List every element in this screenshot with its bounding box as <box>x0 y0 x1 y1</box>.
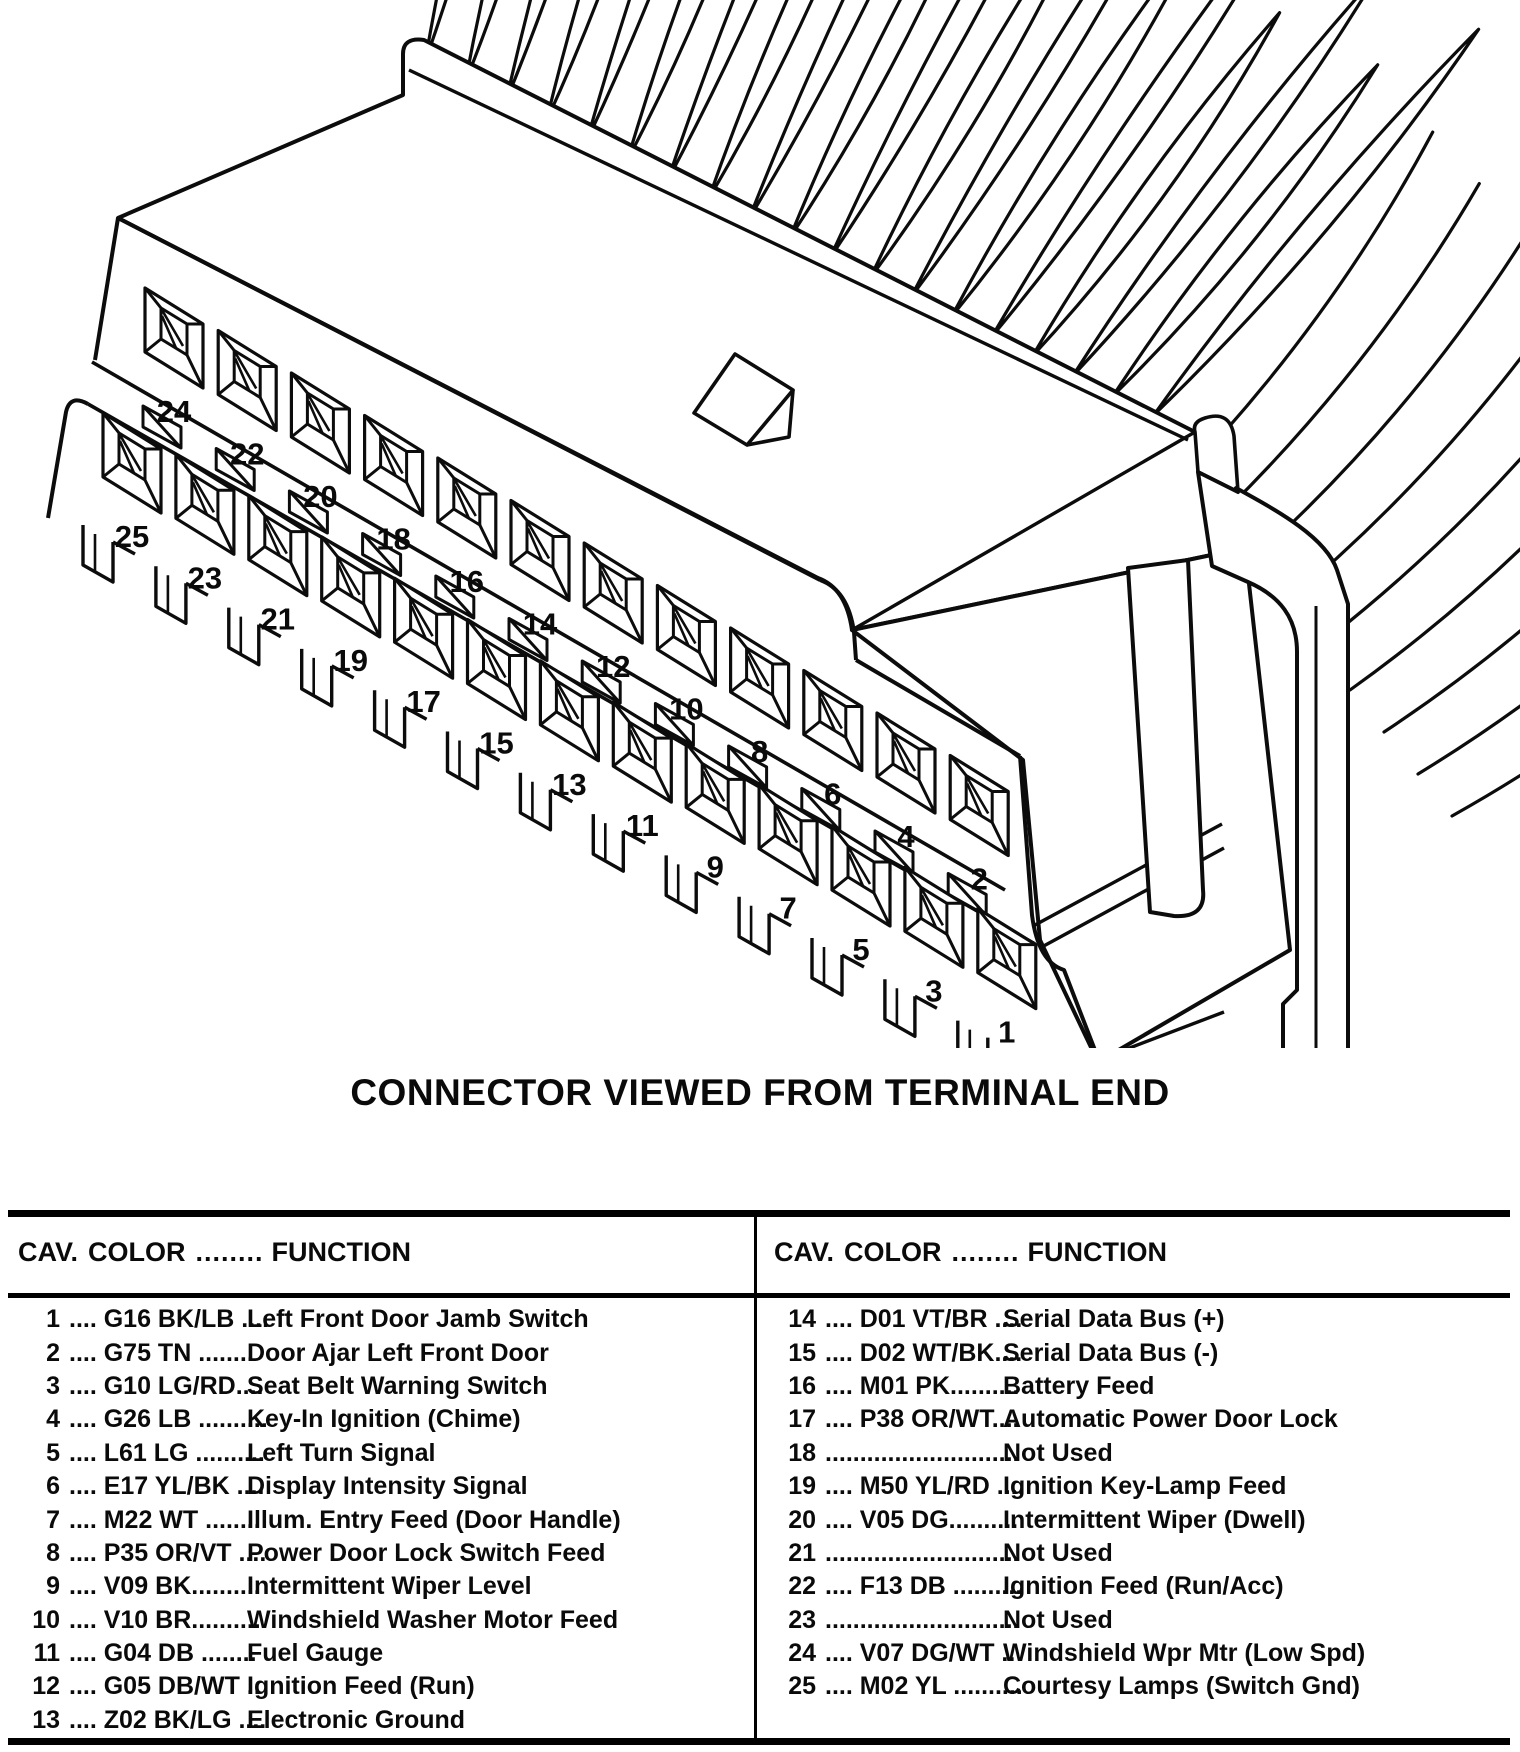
wire <box>1114 65 1378 395</box>
table-row <box>14 1403 750 1436</box>
table-row <box>14 1437 750 1470</box>
terminal-cavity-9 <box>686 743 744 884</box>
cell-function: Ignition Feed (Run/Acc) <box>1003 1572 1284 1601</box>
header-function: FUNCTION <box>271 1237 411 1267</box>
cavity-number: 5 <box>852 932 870 967</box>
terminal-cavity-8 <box>731 628 789 769</box>
cell-function: Not Used <box>1003 1438 1113 1467</box>
cell-function: Windshield Wpr Mtr (Low Spd) <box>1003 1639 1366 1668</box>
header-color: COLOR <box>844 1237 942 1267</box>
table-row <box>770 1336 1508 1369</box>
cell-color-leader: .... G26 LB .......... <box>69 1405 268 1434</box>
terminal-cavity-14 <box>511 501 569 642</box>
tooth-wall <box>229 617 241 655</box>
cell-color-leader: .... P35 OR/VT .... <box>69 1538 267 1567</box>
cavity-number: 3 <box>925 973 943 1009</box>
terminal-cavity-22 <box>218 331 276 472</box>
terminal-cavity-7 <box>759 785 817 926</box>
table-row <box>14 1704 750 1737</box>
table-row <box>770 1537 1508 1570</box>
cell-cavity: 19 <box>788 1472 816 1501</box>
wire <box>1214 184 1479 522</box>
cavity-number: 10 <box>669 691 704 727</box>
table-row <box>14 1570 750 1603</box>
cell-color-leader: .... V05 DG.......... <box>825 1505 1019 1534</box>
tooth <box>593 814 623 871</box>
table-row <box>770 1303 1508 1336</box>
cell-color-leader: .... G10 LG/RD.... <box>69 1371 264 1400</box>
cell-cavity: 22 <box>788 1572 816 1601</box>
table-row <box>14 1604 750 1637</box>
terminal-cavity-20 <box>291 373 349 514</box>
cell-cavity: 6 <box>46 1472 60 1501</box>
cavity-number: 24 <box>156 394 192 429</box>
table-row <box>770 1670 1508 1703</box>
terminal-cavity-25 <box>103 413 161 554</box>
table-row <box>770 1470 1508 1503</box>
cavity-number: 25 <box>114 519 150 554</box>
wire <box>1452 556 1520 816</box>
table-row <box>14 1537 750 1570</box>
wire <box>506 0 669 101</box>
tooth-wall <box>666 864 678 902</box>
cavity-number: 20 <box>303 479 338 514</box>
cell-color-leader: .... G75 TN ........ <box>69 1338 254 1367</box>
wire <box>1418 502 1520 774</box>
table-rows-right <box>770 1303 1508 1704</box>
tooth <box>739 897 769 954</box>
header-dots: ........ <box>951 1237 1020 1267</box>
terminal-cavity-3 <box>905 867 963 1008</box>
cell-function: Left Front Door Jamb Switch <box>247 1305 589 1334</box>
cell-color-leader: .... V07 DG/WT .. <box>825 1639 1016 1668</box>
tooth <box>812 938 842 995</box>
terminal-cavity-24 <box>145 288 203 429</box>
cell-color-leader: .... L61 LG .......... <box>69 1438 265 1467</box>
tooth <box>302 649 332 706</box>
cell-function: Fuel Gauge <box>247 1639 384 1668</box>
cell-function: Courtesy Lamps (Switch Gnd) <box>1003 1672 1360 1701</box>
header-cav: CAV. <box>18 1237 79 1267</box>
cavity-number: 9 <box>706 849 724 885</box>
cell-color-leader: ............................ <box>825 1605 1020 1634</box>
cell-function: Not Used <box>1003 1605 1113 1634</box>
tooth <box>229 608 259 665</box>
table-row <box>14 1303 750 1336</box>
header-function: FUNCTION <box>1027 1237 1167 1267</box>
table-row <box>770 1370 1508 1403</box>
cavity-number: 8 <box>750 734 769 769</box>
cell-color-leader: .... E17 YL/BK .... <box>69 1472 265 1501</box>
cell-function: Ignition Feed (Run) <box>247 1672 475 1701</box>
cell-cavity: 11 <box>33 1639 60 1668</box>
cavity-number: 4 <box>897 819 915 854</box>
cell-color-leader: .... G16 BK/LB .... <box>69 1305 270 1334</box>
cell-cavity: 4 <box>46 1405 60 1434</box>
tooth-wall <box>812 947 824 985</box>
tooth-wall <box>739 906 751 944</box>
wire <box>992 0 1308 336</box>
tooth-wall <box>302 658 314 696</box>
tooth-wall <box>520 782 532 820</box>
cell-cavity: 3 <box>46 1371 60 1400</box>
terminal-cavity-10 <box>657 586 715 727</box>
cavity-number: 2 <box>970 861 988 897</box>
cell-function: Door Ajar Left Front Door <box>247 1338 549 1367</box>
cell-color-leader: .... M02 YL .......... <box>825 1672 1023 1701</box>
pinout-table <box>8 1210 1510 1745</box>
cavity-number: 13 <box>552 766 587 802</box>
table-row <box>14 1503 750 1536</box>
cell-function: Automatic Power Door Lock <box>1003 1405 1338 1434</box>
cavity-number: 21 <box>260 601 296 637</box>
cavity-number: 23 <box>187 560 223 596</box>
table-row <box>14 1370 750 1403</box>
cell-function: Battery Feed <box>1003 1371 1155 1400</box>
terminal-cavity-11 <box>613 702 671 843</box>
cell-function: Ignition Key-Lamp Feed <box>1003 1472 1287 1501</box>
table-row <box>770 1403 1508 1436</box>
tooth <box>958 1021 988 1048</box>
cell-cavity: 1 <box>46 1305 60 1334</box>
tooth <box>885 979 915 1036</box>
cavity-number: 14 <box>522 606 558 642</box>
cell-cavity: 15 <box>788 1338 816 1367</box>
table-row <box>770 1570 1508 1603</box>
diagram-caption: CONNECTOR VIEWED FROM TERMINAL END <box>350 1072 1170 1113</box>
tooth-wall <box>83 534 95 572</box>
tooth-wall <box>885 988 897 1026</box>
table-header <box>770 1217 1508 1268</box>
terminal-cavity-13 <box>540 661 598 802</box>
cell-cavity: 25 <box>788 1672 816 1701</box>
cell-color-leader: .... G05 DB/WT .. <box>69 1672 261 1701</box>
terminal-cavity-1 <box>978 909 1036 1048</box>
terminal-cavity-12 <box>584 543 642 684</box>
table-row <box>14 1470 750 1503</box>
cavity-number: 1 <box>998 1014 1016 1048</box>
tooth-wall <box>958 1030 970 1048</box>
cell-color-leader: .... G04 DB ........ <box>69 1639 257 1668</box>
cell-cavity: 23 <box>788 1605 816 1634</box>
cell-color-leader: .... P38 OR/WT.... <box>825 1405 1020 1434</box>
cell-color-leader: .... M22 WT ........ <box>69 1505 261 1534</box>
tooth <box>666 855 696 912</box>
tooth <box>448 732 478 789</box>
tooth <box>83 525 113 582</box>
tooth <box>375 690 405 747</box>
tooth-wall <box>448 741 460 779</box>
cell-color-leader: .... V10 BR.......... <box>69 1605 261 1634</box>
wire <box>1154 29 1479 415</box>
cell-cavity: 5 <box>46 1438 60 1467</box>
terminal-cavity-4 <box>877 713 935 854</box>
cell-cavity: 8 <box>46 1538 60 1567</box>
cell-cavity: 7 <box>46 1505 60 1534</box>
header-cav: CAV. <box>774 1237 835 1267</box>
cell-function: Left Turn Signal <box>247 1438 436 1467</box>
cavity-number: 22 <box>229 436 265 472</box>
cell-cavity: 13 <box>32 1705 60 1734</box>
table-header <box>14 1217 750 1268</box>
table-row <box>770 1604 1508 1637</box>
cell-cavity: 20 <box>788 1505 816 1534</box>
cell-function: Illum. Entry Feed (Door Handle) <box>247 1505 621 1534</box>
wire <box>587 0 777 140</box>
terminal-cavity-5 <box>832 826 890 967</box>
wire <box>1384 448 1520 732</box>
cell-cavity: 14 <box>788 1305 816 1334</box>
cell-cavity: 9 <box>46 1572 60 1601</box>
cell-function: Not Used <box>1003 1538 1113 1567</box>
cell-color-leader: ............................ <box>825 1538 1020 1567</box>
cavity-number: 12 <box>595 649 631 684</box>
table-row <box>14 1670 750 1703</box>
cell-cavity: 24 <box>788 1639 816 1668</box>
cavity-number: 17 <box>406 684 441 720</box>
cell-cavity: 18 <box>788 1438 816 1467</box>
cell-cavity: 21 <box>788 1538 816 1567</box>
table-row <box>770 1503 1508 1536</box>
cavity-number: 15 <box>479 725 514 761</box>
cell-cavity: 12 <box>32 1672 60 1701</box>
tooth <box>520 773 550 830</box>
cavity-number: 19 <box>333 642 368 678</box>
cell-color-leader: .... D01 VT/BR .... <box>825 1305 1023 1334</box>
cell-cavity: 10 <box>32 1605 60 1634</box>
cell-color-leader: .... F13 DB .......... <box>825 1572 1023 1601</box>
cavity-number: 11 <box>625 808 659 844</box>
terminal-cavity-15 <box>468 620 526 761</box>
terminal-cavity-2 <box>950 756 1008 897</box>
table-row <box>14 1637 750 1670</box>
cavity-number: 16 <box>449 564 485 599</box>
terminal-cavity-18 <box>365 416 423 557</box>
wire <box>1350 394 1520 690</box>
header-color: COLOR <box>88 1237 186 1267</box>
cell-function: Intermittent Wiper (Dwell) <box>1003 1505 1306 1534</box>
cell-function: Electronic Ground <box>247 1705 466 1734</box>
table-rows-left <box>14 1303 750 1737</box>
cell-function: Power Door Lock Switch Feed <box>247 1538 606 1567</box>
cell-cavity: 2 <box>46 1338 60 1367</box>
header-underline <box>8 1293 1510 1298</box>
cell-function: Key-In Ignition (Chime) <box>247 1405 521 1434</box>
cell-color-leader: .... M50 YL/RD .... <box>825 1472 1025 1501</box>
header-dots: ........ <box>195 1237 264 1267</box>
cell-function: Display Intensity Signal <box>247 1472 528 1501</box>
cell-color-leader: ............................ <box>825 1438 1020 1467</box>
cell-color-leader: .... D02 WT/BK.... <box>825 1338 1023 1367</box>
table-row <box>770 1437 1508 1470</box>
cavity-number: 18 <box>376 521 411 557</box>
tooth-wall <box>156 575 168 613</box>
cell-function: Intermittent Wiper Level <box>247 1572 532 1601</box>
cell-function: Windshield Washer Motor Feed <box>247 1605 619 1634</box>
cavity-number: 6 <box>824 776 842 812</box>
cell-cavity: 17 <box>788 1405 816 1434</box>
tooth <box>156 566 186 623</box>
tooth-wall <box>593 823 605 861</box>
cell-function: Serial Data Bus (+) <box>1003 1305 1225 1334</box>
terminal-cavity-6 <box>804 671 862 812</box>
cavity-number: 7 <box>779 890 797 926</box>
cell-function: Seat Belt Warning Switch <box>247 1371 548 1400</box>
cell-cavity: 16 <box>788 1371 816 1400</box>
tooth-wall <box>375 699 387 737</box>
terminal-cavity-17 <box>395 578 453 719</box>
cell-color-leader: .... M01 PK.......... <box>825 1371 1020 1400</box>
terminal-cavity-16 <box>438 458 496 599</box>
cell-color-leader: .... Z02 BK/LG .... <box>69 1705 267 1734</box>
cell-color-leader: .... V09 BK.......... <box>69 1572 261 1601</box>
cell-function: Serial Data Bus (-) <box>1003 1338 1219 1367</box>
table-row <box>770 1637 1508 1670</box>
table-row <box>14 1336 750 1369</box>
